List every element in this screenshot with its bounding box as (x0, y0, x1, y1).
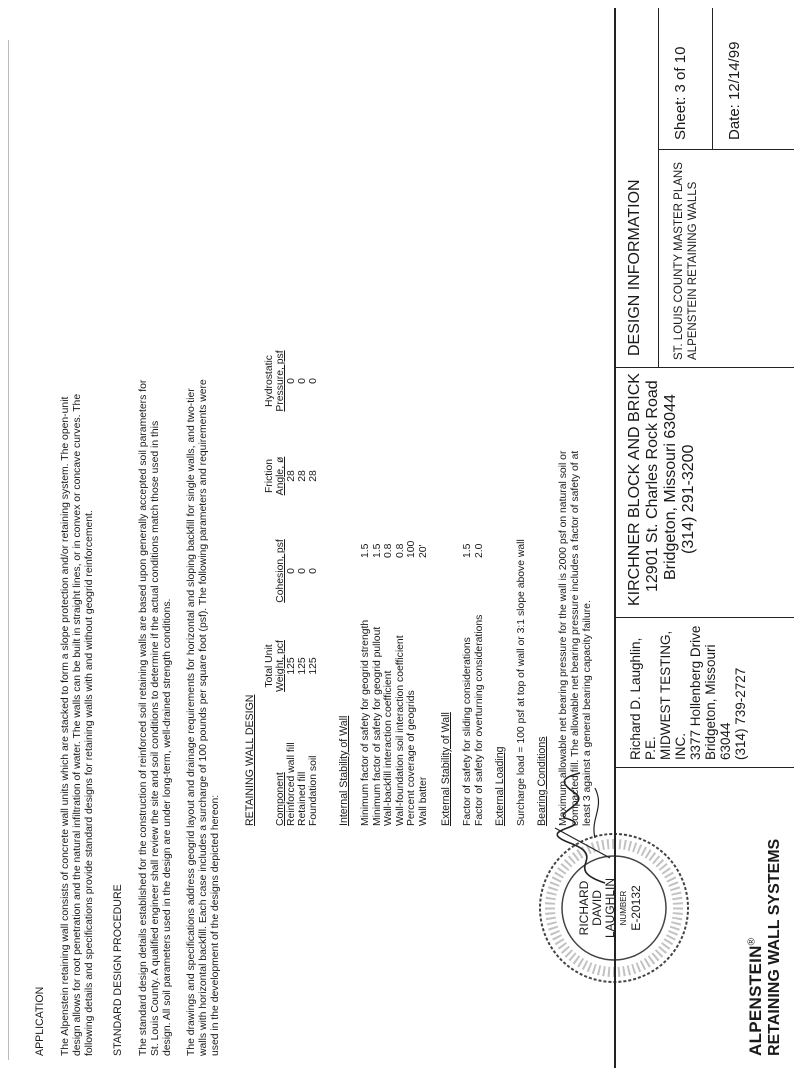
company-info (626, 373, 698, 606)
registered-mark: ® (746, 937, 758, 946)
cohesion-cell: 0 (308, 568, 319, 574)
param-value: 0.8 (394, 543, 406, 558)
list-item (395, 541, 407, 826)
component-cell: Foundation soil (308, 755, 319, 826)
list-item (462, 544, 474, 826)
company-phone: (314) 291-3200 (680, 444, 697, 554)
text-line: used in the development of the designs depicted hereon: (210, 794, 221, 1056)
friction-header: Angle, ø (275, 456, 286, 496)
friction-cell: 28 (286, 470, 297, 482)
cohesion-header: Cohesion, psf (275, 539, 286, 603)
friction-header-top: Friction (264, 458, 275, 494)
component-header: Component (275, 772, 286, 826)
internal-stability-heading: Internal Stability of Wall (338, 715, 350, 826)
table-row (308, 326, 319, 826)
brand-tagline: RETAINING WALL SYSTEMS (766, 838, 783, 1056)
seal-number: E-20132 (629, 885, 643, 931)
engineer-name: Richard D. Laughlin, P.E. (628, 637, 658, 760)
param-value: 2.0 (473, 543, 485, 558)
hydro-cell: 0 (308, 378, 319, 384)
seal-name: LAUGHLIN (603, 877, 617, 939)
design-heading: RETAINING WALL DESIGN (244, 694, 256, 826)
text-line: walls with horizontal backfill. Each case includes a surcharge of 100 pounds per square foot (psf). The following parameters and requirements were (198, 379, 209, 1056)
hydro-header: Pressure, psf (275, 350, 286, 412)
brand-cell (616, 767, 794, 1068)
weight-header-top: Total Unit (264, 644, 275, 688)
weight-cell: 125 (286, 657, 297, 675)
param-label: Wall-foundation soil interaction coefficient (394, 635, 406, 826)
info-cell (616, 8, 794, 368)
engineer-street: 3377 Hollenberg Drive (688, 625, 703, 760)
text-line: compacted fill. The allowable net bearing pressure includes a factor of safety of at (570, 450, 581, 826)
brand-name: ALPENSTEIN (746, 945, 765, 1056)
param-label: Percent coverage of geogrids (406, 690, 418, 826)
seal-number-label: NUMBER (619, 890, 628, 926)
cohesion-cell: 0 (286, 568, 297, 574)
sheet-number: Sheet: 3 of 10 (672, 46, 689, 140)
param-value: 20' (417, 544, 429, 558)
text-line: Maximum allowable net bearing pressure for the wall is 2000 psf on natural soil or (558, 450, 569, 826)
scan-edge-left (8, 40, 9, 1060)
hydro-cell: 0 (297, 378, 308, 384)
text-line: design. All soil parameters used in the design are under long-term, well-drained strength conditions. (162, 598, 173, 1056)
param-value: 100 (406, 540, 418, 558)
list-item (474, 544, 486, 826)
friction-cell: 28 (308, 470, 319, 482)
cohesion-cell: 0 (297, 568, 308, 574)
soil-parameters-table (264, 326, 319, 826)
list-item (383, 541, 395, 826)
content-area (26, 56, 536, 1056)
design-info-title: DESIGN INFORMATION (626, 179, 643, 356)
application-text (60, 56, 96, 1056)
project-line: ALPENSTEIN RETAINING WALLS (687, 181, 699, 360)
text-line: The Alpenstein retaining wall consists of concrete wall units which are stacked to form a slope protection and/or retaining system. The open-unit (60, 396, 71, 1056)
internal-stability-list (360, 541, 430, 826)
seal-name: RICHARD (577, 880, 591, 936)
application-heading: APPLICATION (34, 986, 46, 1056)
sheet-date: Date: 12/14/99 (726, 41, 743, 140)
weight-cell: 125 (308, 657, 319, 675)
weight-cell: 125 (297, 657, 308, 675)
engineer-city: Bridgeton, Missouri 63044 (703, 644, 733, 760)
company-city: Bridgeton, Missouri 63044 (662, 394, 679, 580)
engineer-cell (616, 617, 794, 768)
list-item (360, 541, 372, 826)
engineer-signature (550, 768, 620, 888)
engineer-info (628, 618, 748, 760)
list-item (406, 541, 418, 826)
brand-logo (746, 839, 784, 1056)
table-row (286, 326, 297, 826)
weight-header: Weight, pcf (275, 640, 286, 692)
engineer-firm: MIDWEST TESTING, INC. (658, 630, 688, 760)
list-item (418, 541, 430, 826)
component-cell: Retained fill (297, 771, 308, 826)
project-info (672, 162, 700, 360)
param-value: 0.8 (383, 543, 395, 558)
procedure-para2 (186, 56, 222, 1056)
text-line: St. Louis County. A qualified engineer shall review the site and soil conditions to determine if the actual conditions match those used in this (150, 420, 161, 1056)
param-label: Minimum factor of safety for geogrid pullout (371, 626, 383, 826)
project-line: ST. LOUIS COUNTY MASTER PLANS (673, 162, 685, 360)
engineer-phone: (314) 739-2727 (733, 667, 748, 760)
component-cell: Reinforced wall fill (286, 742, 297, 826)
drawing-sheet (14, 8, 794, 1068)
param-label: Wall batter (417, 776, 429, 826)
param-value: 1.5 (360, 543, 371, 558)
procedure-heading: STANDARD DESIGN PROCEDURE (112, 884, 124, 1056)
list-item (372, 541, 384, 826)
text-line: least 3 against a general bearing capacity failure. (582, 600, 593, 826)
text-line: design allows for root penetration and the natural infiltration of water. The walls can be built in straight lines, or in convex or concave curves. The (72, 393, 83, 1056)
company-cell (616, 367, 794, 618)
hydro-header-top: Hydrostatic (264, 355, 275, 407)
table-row (297, 326, 308, 826)
param-label: Wall-backfill interaction coefficient (383, 670, 395, 826)
external-stability-list (462, 544, 485, 826)
procedure-para1 (138, 56, 174, 1056)
param-label: Minimum factor of safety for geogrid strength (360, 619, 371, 826)
company-name: KIRCHNER BLOCK AND BRICK (626, 373, 643, 606)
param-label: Factor of safety for overturning considerations (473, 614, 485, 826)
external-stability-heading: External Stability of Wall (440, 712, 452, 826)
param-label: Factor of safety for sliding considerations (462, 637, 473, 826)
title-block (614, 8, 796, 1068)
seal-name: DAVID (590, 890, 604, 926)
friction-cell: 28 (297, 470, 308, 482)
external-loading-text: Surcharge load = 100 psf at top of wall or 3:1 slope above wall (516, 539, 527, 826)
param-value: 1.5 (371, 543, 383, 558)
hydro-cell: 0 (286, 378, 297, 384)
text-line: following details and specifications provide standard designs for retaining walls with and without geogrid reinforcement. (84, 510, 95, 1056)
text-line: The standard design details established for the construction of reinforced soil retaining walls are based upon generally accepted soil parameters for (138, 379, 149, 1056)
text-line: The drawings and specifications address geogrid layout and drainage requirements for horizontal and sloping backfill for single walls, and two-tier (186, 388, 197, 1056)
bearing-heading: Bearing Conditions (536, 736, 548, 826)
external-loading-heading: External Loading (494, 746, 506, 826)
param-value: 1.5 (462, 543, 473, 558)
company-street: 12901 St. Charles Rock Road (644, 380, 661, 592)
